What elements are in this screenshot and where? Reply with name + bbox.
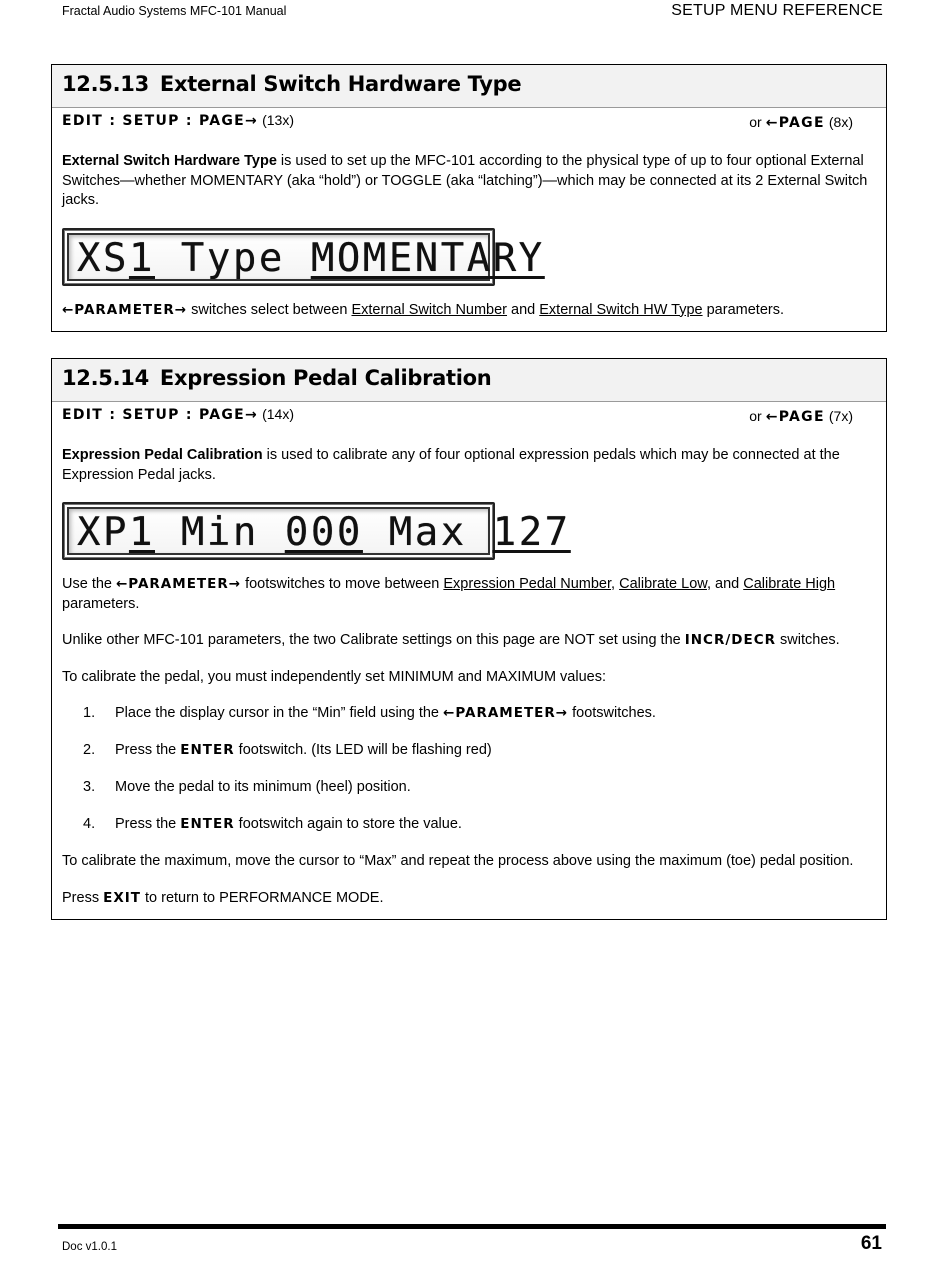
use-text: , xyxy=(611,576,620,592)
section-number: 12.5.13 xyxy=(62,72,149,96)
step-text: footswitch again to store the value. xyxy=(234,816,462,832)
step-number: 4. xyxy=(83,816,96,832)
param-text: parameters. xyxy=(702,301,784,318)
incr-decr-keys: INCR/DECR xyxy=(684,632,777,648)
link-calibrate-low: Calibrate Low xyxy=(619,576,707,592)
link-calibrate-high: Calibrate High xyxy=(743,576,836,592)
parameter-keys: ←PARAMETER→ xyxy=(62,301,188,318)
header-section-title: SETUP MENU REFERENCE xyxy=(671,2,883,19)
parameter-paragraph xyxy=(52,301,886,321)
lcd-screen xyxy=(67,507,571,555)
param-text: switches select between xyxy=(187,301,352,318)
step-number: 2. xyxy=(83,742,96,758)
step-number: 3. xyxy=(83,779,96,795)
section-title: External Switch Hardware Type xyxy=(159,72,522,96)
calibration-steps xyxy=(52,704,886,834)
use-text: footswitches to move between xyxy=(241,576,444,592)
section-title: Expression Pedal Calibration xyxy=(159,366,492,390)
lcd-label-xs: XS xyxy=(77,235,129,281)
lcd-type-value: MOMENTARY xyxy=(310,235,545,281)
section-heading xyxy=(52,65,886,108)
use-paragraph xyxy=(52,575,886,614)
list-item xyxy=(52,815,886,834)
footer-divider xyxy=(58,1224,886,1229)
header-manual-title: Fractal Audio Systems MFC-101 Manual xyxy=(62,4,287,18)
list-item xyxy=(52,778,886,797)
exit-text: to return to PERFORMANCE MODE. xyxy=(140,889,384,906)
nav-alt-count: (7x) xyxy=(828,408,853,424)
nav-alt-or: or xyxy=(749,114,762,130)
section-expression-pedal-calibration xyxy=(51,358,887,920)
lcd-pedal-number: 1 xyxy=(128,510,155,555)
navigation-path xyxy=(52,402,886,432)
step-text: Press the xyxy=(115,742,181,758)
step-key: ←PARAMETER→ xyxy=(443,705,569,721)
unlike-text: Unlike other MFC-101 parameters, the two Calibrate settings on this page are NOT set using the xyxy=(62,632,685,648)
exit-paragraph xyxy=(52,889,886,909)
nav-alternate xyxy=(749,408,853,425)
exit-key: EXIT xyxy=(103,889,141,906)
navigation-path xyxy=(52,108,886,138)
parameter-keys: ←PARAMETER→ xyxy=(116,576,242,592)
list-item xyxy=(52,741,886,760)
use-text: , and xyxy=(706,576,744,592)
step-text: footswitches. xyxy=(568,705,656,721)
link-external-switch-hw-type: External Switch HW Type xyxy=(539,301,703,318)
param-text: and xyxy=(507,301,540,318)
list-item xyxy=(52,704,886,723)
lcd-max-value: 127 xyxy=(492,510,571,555)
link-expression-pedal-number: Expression Pedal Number xyxy=(443,576,612,592)
lcd-text xyxy=(77,237,545,281)
lcd-display xyxy=(62,228,545,286)
lcd-text xyxy=(77,511,571,555)
unlike-text: switches. xyxy=(776,632,840,648)
lcd-label-max: Max xyxy=(362,510,493,555)
section-heading xyxy=(52,359,886,402)
nav-count: (13x) xyxy=(262,112,294,128)
lcd-label-type: Type xyxy=(154,235,311,281)
lcd-label-xp: XP xyxy=(77,510,129,555)
lcd-display xyxy=(62,502,571,560)
step-text: Move the pedal to its minimum (heel) position. xyxy=(115,779,411,795)
page-number: 61 xyxy=(860,1233,882,1254)
doc-version: Doc v1.0.1 xyxy=(62,1241,117,1253)
lcd-label-min: Min xyxy=(154,510,285,555)
nav-alt-or: or xyxy=(749,408,762,424)
intro-text: is used to calibrate any of four optional expression pedals which may be connected at the Expression Pedal jacks. xyxy=(62,447,840,483)
lcd-switch-number: 1 xyxy=(128,235,155,281)
nav-count: (14x) xyxy=(262,406,294,422)
max-paragraph: To calibrate the maximum, move the cursor to “Max” and repeat the process above using the maximum (toe) pedal position. xyxy=(62,853,854,869)
lcd-min-value: 000 xyxy=(284,510,363,555)
section-external-switch-hw-type xyxy=(51,64,887,332)
nav-alt-count: (8x) xyxy=(828,114,853,130)
step-text: Press the xyxy=(115,816,181,832)
use-text: parameters. xyxy=(62,595,140,612)
step-text: Place the display cursor in the “Min” field using the xyxy=(115,705,444,721)
link-external-switch-number: External Switch Number xyxy=(351,301,508,318)
intro-text: is used to set up the MFC-101 according to the physical type of up to four optional External Switches—whether MOMENTARY (aka “hold”) or TOGGLE (aka “latching”)—which may be connected at its 2 External Switch jacks. xyxy=(62,153,868,208)
step-key: ENTER xyxy=(180,816,235,832)
intro-paragraph xyxy=(52,152,886,211)
use-text: Use the xyxy=(62,576,116,592)
calibrate-intro: To calibrate the pedal, you must independently set MINIMUM and MAXIMUM values: xyxy=(62,668,606,685)
unlike-paragraph xyxy=(52,631,886,651)
nav-alternate xyxy=(749,114,853,131)
nav-path-keys: EDIT : SETUP : PAGE→ xyxy=(62,407,259,423)
intro-paragraph xyxy=(52,446,886,485)
nav-path-keys: EDIT : SETUP : PAGE→ xyxy=(62,113,259,129)
nav-alt-keys: ←PAGE xyxy=(765,115,825,131)
step-number: 1. xyxy=(83,705,96,721)
nav-alt-keys: ←PAGE xyxy=(765,409,825,425)
section-number: 12.5.14 xyxy=(62,366,149,390)
step-text: footswitch. (Its LED will be flashing red) xyxy=(234,742,492,758)
lcd-screen xyxy=(67,233,545,281)
intro-bold-term: Expression Pedal Calibration xyxy=(62,447,263,463)
exit-text: Press xyxy=(62,889,104,906)
intro-bold-term: External Switch Hardware Type xyxy=(62,153,277,169)
step-key: ENTER xyxy=(180,742,235,758)
